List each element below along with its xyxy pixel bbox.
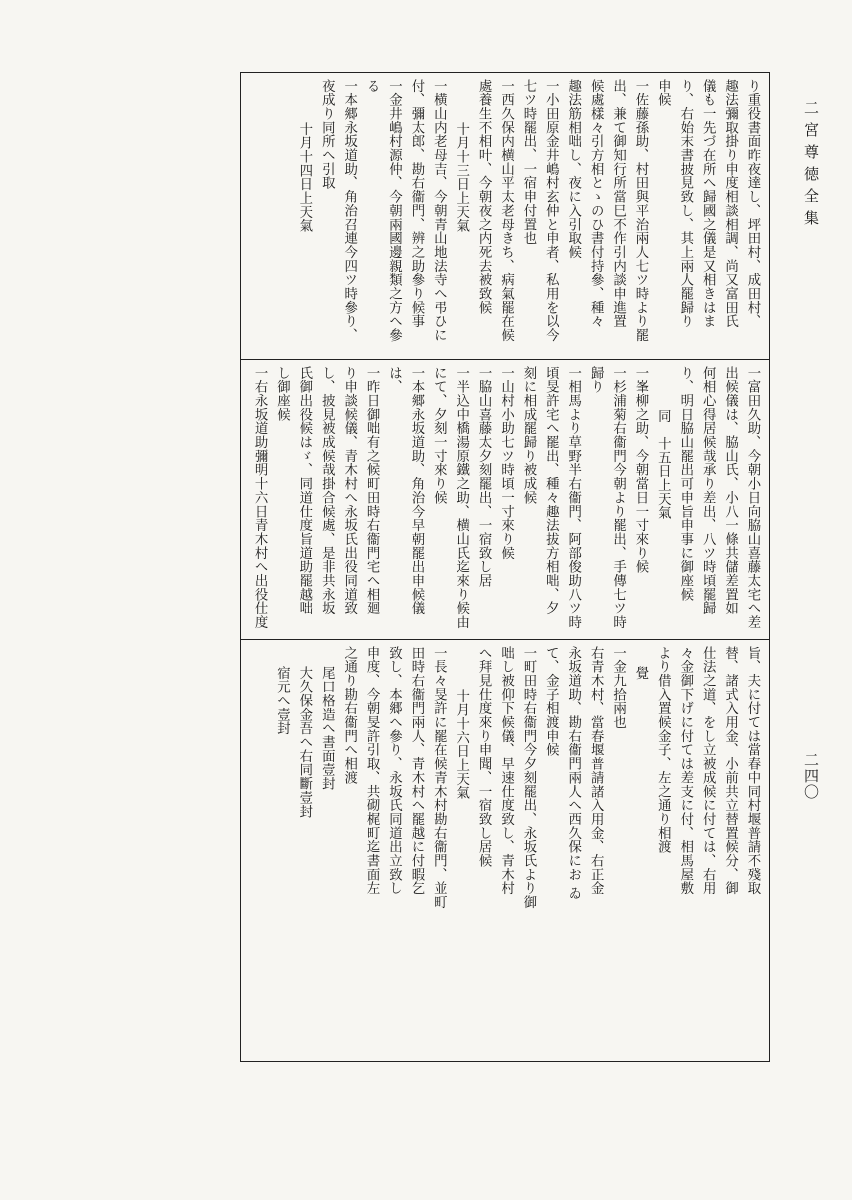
text-line: 一峯柳之助、今朝當日一寸來り候 (632, 366, 648, 574)
tier-divider (241, 359, 769, 360)
text-line: し御座候 (274, 366, 290, 422)
text-line: り申談候儀、青木村へ永坂氏出役同道致 (341, 366, 357, 616)
note-line: 尾口格造へ書面壹封 (319, 666, 335, 791)
text-line: 替、諸式入用金、小前共立替置候分、御 (722, 646, 738, 896)
text-line: 田時右衞門兩人、青木村へ罷越に付暇乞 (408, 646, 424, 896)
date-heading: 同 十五日上天氣 (655, 408, 671, 520)
text-line: 申候 (655, 79, 671, 107)
text-line: 々金御下げに付ては差支に付、相馬屋敷 (677, 646, 693, 896)
text-line: 一佐藤孫助、村田與平治兩人七ツ時より罷 (632, 79, 648, 343)
date-heading: 十月十四日上天氣 (296, 121, 312, 233)
text-line: 趣法筋相咄し、夜に入引取候 (565, 79, 581, 260)
tier-top (247, 79, 763, 355)
text-line: 候處樣々引方相とゝのひ書付持參、種々 (588, 79, 604, 329)
note-line: 覺 (632, 666, 648, 680)
text-line: 仕法之道、をし立被成候に付ては、右用 (700, 646, 716, 896)
text-line: 儀も一先づ在所へ歸國之儀是又相きはま (700, 79, 716, 329)
text-line: 致し、本郷へ參り、永坂氏同道出立致し (386, 646, 402, 896)
text-line: 旨、夫に付ては當春中同村堰普請不殘取 (745, 646, 760, 896)
text-line: 一本郷永坂道助、角治召連今四ツ時參り、 (341, 79, 357, 343)
tier-middle (247, 366, 763, 636)
text-line: 氏御出役候はゞ、同道仕度旨道助罷越咄 (296, 366, 312, 616)
running-title: 二宮尊徳全集 (802, 100, 820, 232)
text-line: 一長々旻許に罷在候青木村勘右衞門、並町 (431, 646, 447, 910)
text-line: 刻に相成罷歸り被成候 (520, 366, 536, 505)
text-line: て、金子相渡申候 (543, 646, 559, 757)
text-line: 趣法彌取掛り申度相談相調、尚又富田氏 (722, 79, 738, 329)
text-line: り重役書面昨夜達し、坪田村、成田村、 (745, 79, 760, 329)
text-line: 一山村小助七ツ時頃一寸來り候 (498, 366, 514, 560)
text-line: 一半込中橋湯原鐵之助、横山氏迄來り候由 (453, 366, 469, 630)
text-line: 一昨日御咄有之候町田時右衞門宅へ相廻 (364, 366, 380, 616)
text-line: る (364, 79, 380, 93)
date-heading: 十月十三日上天氣 (453, 121, 469, 233)
text-line: 一富田久助、今朝小日向脇山喜藤太宅へ差 (745, 366, 760, 630)
text-line: 之通り勘右衞門へ相渡 (341, 646, 357, 785)
text-line: 一小田原金井嶋村玄仲と申者、私用を以今 (543, 79, 559, 343)
text-line: 一金井嶋村源仲、今朝兩國邊親類之方へ參 (386, 79, 402, 343)
text-line: 夜成り同所へ引取 (319, 79, 335, 190)
text-line: り、明日脇山罷出可申旨申事に御座候 (677, 366, 693, 602)
text-line: 處養生不相叶、今朝夜之内死去被致候 (476, 79, 492, 315)
text-line: り、右始末書披見致し、其上兩人罷歸り (677, 79, 693, 329)
text-line: 頃旻許宅へ罷出、種々趣法拔方相咄、夕 (543, 366, 559, 616)
text-line: 一相馬より草野半右衞門、阿部俊助八ツ時 (565, 366, 581, 630)
text-line: より借入置候金子、左之通り相渡 (655, 646, 671, 854)
text-line: 右青木村、當春堰普請諸入用金、右正金 (588, 646, 604, 896)
text-line: 一右永坂道助彌明十六日青木村へ出役仕度 (252, 366, 268, 630)
text-line: 一杉浦菊右衞門今朝より罷出、手傳七ツ時 (610, 366, 626, 630)
text-line: 申度、今朝旻許引取、共砌梶町迄書面左 (364, 646, 380, 896)
text-line: 付、彌太郎、勘右衞門、辨之助參り候事 (408, 79, 424, 329)
tier-bottom (247, 646, 763, 914)
note-line: 大久保金吾へ右同斷壹封 (296, 666, 312, 819)
text-line: 歸り (588, 366, 604, 394)
text-line: 咄し被仰下候儀、早速仕度致し、青木村 (498, 646, 514, 896)
text-line: し、披見被成候哉掛合候處、是非共永坂 (319, 366, 335, 616)
text-line: 一横山内老母吉、今朝青山地法寺へ弔ひに (431, 79, 447, 343)
page-number: 二四〇 (802, 752, 820, 800)
text-frame (240, 72, 770, 1062)
text-line: 七ツ時罷出、一宿申付置也 (520, 79, 536, 246)
text-line: 出候儀は、脇山氏、小八一條共儲差置如 (722, 366, 738, 616)
text-line: 一本郷永坂道助、角治今早朝罷出申候儀は、 (386, 366, 424, 616)
text-line: 一西久保内横山平太老母きち、病氣罷在候 (498, 79, 514, 343)
text-line: へ拜見仕度來り申聞、一宿致し居候 (476, 646, 492, 868)
text-line: 一脇山喜藤太夕刻罷出、一宿致し居 (476, 366, 492, 588)
text-line: 一町田時右衞門今夕刻罷出、永坂氏より御 (520, 646, 536, 910)
text-line: にて、夕刻一寸來り候 (431, 366, 447, 505)
text-line: 永坂道助、勘右衞門兩人へ西久保にお ゐ (565, 646, 581, 901)
text-line: 一金九拾兩也 (610, 646, 626, 730)
note-line: 宿元へ壹封 (274, 666, 290, 736)
text-line: 出、兼て御知行所當巳不作引内談申進置 (610, 79, 626, 329)
text-line: 何相心得居候哉承り差出、八ツ時頃罷歸 (700, 366, 716, 616)
date-heading: 十月十六日上天氣 (453, 688, 469, 800)
tier-divider (241, 639, 769, 640)
